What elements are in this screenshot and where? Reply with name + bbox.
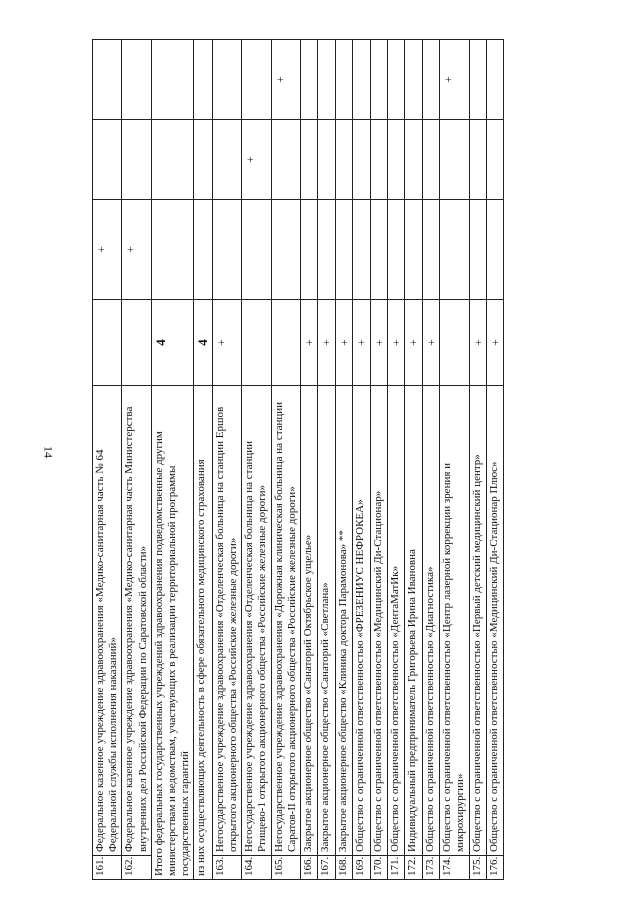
participation-cell xyxy=(469,200,486,300)
participation-cell xyxy=(93,40,122,120)
total-row-label: из них осуществляющих деятельность в сфере обязательного медицинского страхования xyxy=(194,386,213,880)
participation-cell xyxy=(469,120,486,200)
row-number: 170. xyxy=(370,856,387,880)
participation-cell xyxy=(318,300,335,386)
institution-name: Закрытое акционерное общество «Санаторий Октябрьское ущелье» xyxy=(301,386,318,856)
participation-cell xyxy=(440,120,469,200)
institution-name: Закрытое акционерное общество «Санаторий «Светлана» xyxy=(318,386,335,856)
participation-cell xyxy=(370,120,387,200)
participation-cell xyxy=(422,120,439,200)
participation-cell xyxy=(387,40,404,120)
institutions-table xyxy=(92,39,504,880)
table-row xyxy=(353,40,370,880)
table-row xyxy=(469,40,486,880)
participation-mark: + xyxy=(423,339,438,346)
participation-mark: + xyxy=(487,339,502,346)
row-number: 161. xyxy=(93,856,122,880)
row-number: 173. xyxy=(422,856,439,880)
table-row xyxy=(486,40,503,880)
participation-cell xyxy=(486,200,503,300)
participation-mark: + xyxy=(354,339,369,346)
institution-name: Негосударственное учреждение здравоохранения «Отделенческая больница на станции Ершов открытого акционерного общества «Российские железные дороги» xyxy=(212,386,241,856)
table-row xyxy=(301,40,318,880)
row-number: 174. xyxy=(440,856,469,880)
row-number: 162. xyxy=(122,856,151,880)
page-number: 14 xyxy=(41,446,56,458)
table-row xyxy=(387,40,404,880)
participation-cell xyxy=(370,300,387,386)
participation-cell xyxy=(194,120,213,200)
table-row xyxy=(212,40,241,880)
row-number: 169. xyxy=(353,856,370,880)
participation-mark: + xyxy=(123,246,138,253)
table-row xyxy=(405,40,422,880)
participation-cell xyxy=(301,300,318,386)
participation-cell xyxy=(469,40,486,120)
participation-cell xyxy=(93,120,122,200)
participation-mark: + xyxy=(406,339,421,346)
row-number: 167. xyxy=(318,856,335,880)
participation-cell xyxy=(122,120,151,200)
table-row xyxy=(370,40,387,880)
table-row xyxy=(271,40,300,880)
participation-cell xyxy=(271,200,300,300)
participation-mark: + xyxy=(302,339,317,346)
participation-cell xyxy=(271,300,300,386)
participation-mark: + xyxy=(243,156,258,163)
participation-cell xyxy=(301,40,318,120)
participation-cell xyxy=(405,200,422,300)
participation-cell xyxy=(151,120,194,200)
participation-cell xyxy=(212,40,241,120)
row-number: 168. xyxy=(335,856,352,880)
institution-name: Общество с ограниченной ответственностью «Первый детский медицинский центр» xyxy=(469,386,486,856)
rotated-table-container xyxy=(92,40,572,880)
table-row xyxy=(242,40,271,880)
participation-cell xyxy=(194,300,213,386)
row-number: 176. xyxy=(486,856,503,880)
table-row xyxy=(422,40,439,880)
participation-cell xyxy=(335,200,352,300)
institution-name: Общество с ограниченной ответственностью «Диагностика» xyxy=(422,386,439,856)
table-row xyxy=(440,40,469,880)
institution-name: Общество с ограниченной ответственностью «ДентаМатИк» xyxy=(387,386,404,856)
participation-mark: + xyxy=(371,339,386,346)
row-number: 171. xyxy=(387,856,404,880)
participation-cell xyxy=(242,120,271,200)
participation-cell xyxy=(405,300,422,386)
participation-mark: + xyxy=(272,76,287,83)
participation-cell xyxy=(93,200,122,300)
institution-name: Федеральное казенное учреждение здравоохранения «Медико-санитарная часть Министерства внутренних дел Российской Федерации по Саратовской области» xyxy=(122,386,151,856)
institution-name: Негосударственное учреждение здравоохранения «Дорожная клиническая больница на станции Саратов-II открытого акционерного общества «Российские железные дороги» xyxy=(271,386,300,856)
participation-cell xyxy=(387,200,404,300)
participation-mark: + xyxy=(319,339,334,346)
institution-name: Федеральное казенное учреждение здравоохранения «Медико-санитарная часть № 64 Федеральной службы исполнения наказаний» xyxy=(93,386,122,856)
row-number: 164. xyxy=(242,856,271,880)
participation-cell xyxy=(353,120,370,200)
participation-cell xyxy=(151,40,194,120)
participation-cell xyxy=(212,200,241,300)
table-row xyxy=(151,40,194,880)
participation-cell xyxy=(440,300,469,386)
institution-name: Общество с ограниченной ответственностью «Центр лазерной коррекции зрения и микрохирургии» xyxy=(440,386,469,856)
participation-cell xyxy=(440,40,469,120)
participation-cell xyxy=(122,300,151,386)
participation-cell xyxy=(486,120,503,200)
institution-name: Общество с ограниченной ответственностью «Медицинский Ди-Стационар Плюс» xyxy=(486,386,503,856)
participation-cell xyxy=(122,40,151,120)
participation-cell xyxy=(151,300,194,386)
participation-cell xyxy=(440,200,469,300)
table-row xyxy=(93,40,122,880)
participation-cell xyxy=(353,40,370,120)
institution-name: Общество с ограниченной ответственностью «ФРЕЗЕНИУС НЕФРОКЕА» xyxy=(353,386,370,856)
institution-name: Негосударственное учреждение здравоохранения «Отделенческая больница на станции Ртищево-1 открытого акционерного общества «Российские железные дороги» xyxy=(242,386,271,856)
participation-cell xyxy=(370,40,387,120)
row-number: 166. xyxy=(301,856,318,880)
institution-name: Индивидуальный предприниматель Григорьева Ирина Ивановна xyxy=(405,386,422,856)
participation-cell xyxy=(301,120,318,200)
participation-cell xyxy=(194,200,213,300)
participation-mark: + xyxy=(470,339,485,346)
participation-cell xyxy=(405,40,422,120)
row-number: 175. xyxy=(469,856,486,880)
participation-cell xyxy=(271,40,300,120)
participation-cell xyxy=(486,40,503,120)
participation-cell xyxy=(271,120,300,200)
participation-cell xyxy=(370,200,387,300)
participation-cell xyxy=(353,300,370,386)
participation-cell xyxy=(318,120,335,200)
participation-cell xyxy=(242,40,271,120)
institution-name: Закрытое акционерное общество «Клиника доктора Парамонова» ** xyxy=(335,386,352,856)
table-row xyxy=(122,40,151,880)
participation-cell xyxy=(212,300,241,386)
participation-cell xyxy=(335,300,352,386)
participation-cell xyxy=(151,200,194,300)
participation-mark: + xyxy=(336,339,351,346)
participation-cell xyxy=(387,300,404,386)
participation-cell xyxy=(335,120,352,200)
participation-cell xyxy=(469,300,486,386)
participation-mark: + xyxy=(441,76,456,83)
participation-cell xyxy=(212,120,241,200)
participation-cell xyxy=(301,200,318,300)
participation-cell xyxy=(486,300,503,386)
participation-cell xyxy=(335,40,352,120)
participation-cell xyxy=(387,120,404,200)
table-row xyxy=(335,40,352,880)
participation-cell xyxy=(405,120,422,200)
row-number: 165. xyxy=(271,856,300,880)
participation-cell xyxy=(122,200,151,300)
total-count: 4 xyxy=(195,339,211,346)
participation-mark: + xyxy=(388,339,403,346)
participation-cell xyxy=(242,200,271,300)
participation-mark: + xyxy=(213,339,228,346)
participation-cell xyxy=(93,300,122,386)
total-count: 4 xyxy=(152,339,168,346)
total-row-label: Итого федеральных государственных учреждений здравоохранения подведомственные другим министерствам и ведомствам, участвующих в реализации территориальной программы государственных гарантий xyxy=(151,386,194,880)
participation-cell xyxy=(318,200,335,300)
row-number: 163. xyxy=(212,856,241,880)
participation-cell xyxy=(422,200,439,300)
participation-cell xyxy=(422,300,439,386)
participation-cell xyxy=(422,40,439,120)
participation-cell xyxy=(353,200,370,300)
table-row xyxy=(318,40,335,880)
participation-cell xyxy=(242,300,271,386)
participation-mark: + xyxy=(94,246,108,253)
table-row xyxy=(194,40,213,880)
participation-cell xyxy=(194,40,213,120)
row-number: 172. xyxy=(405,856,422,880)
institution-name: Общество с ограниченной ответственностью «Медицинский Ди-Стационар» xyxy=(370,386,387,856)
participation-cell xyxy=(318,40,335,120)
